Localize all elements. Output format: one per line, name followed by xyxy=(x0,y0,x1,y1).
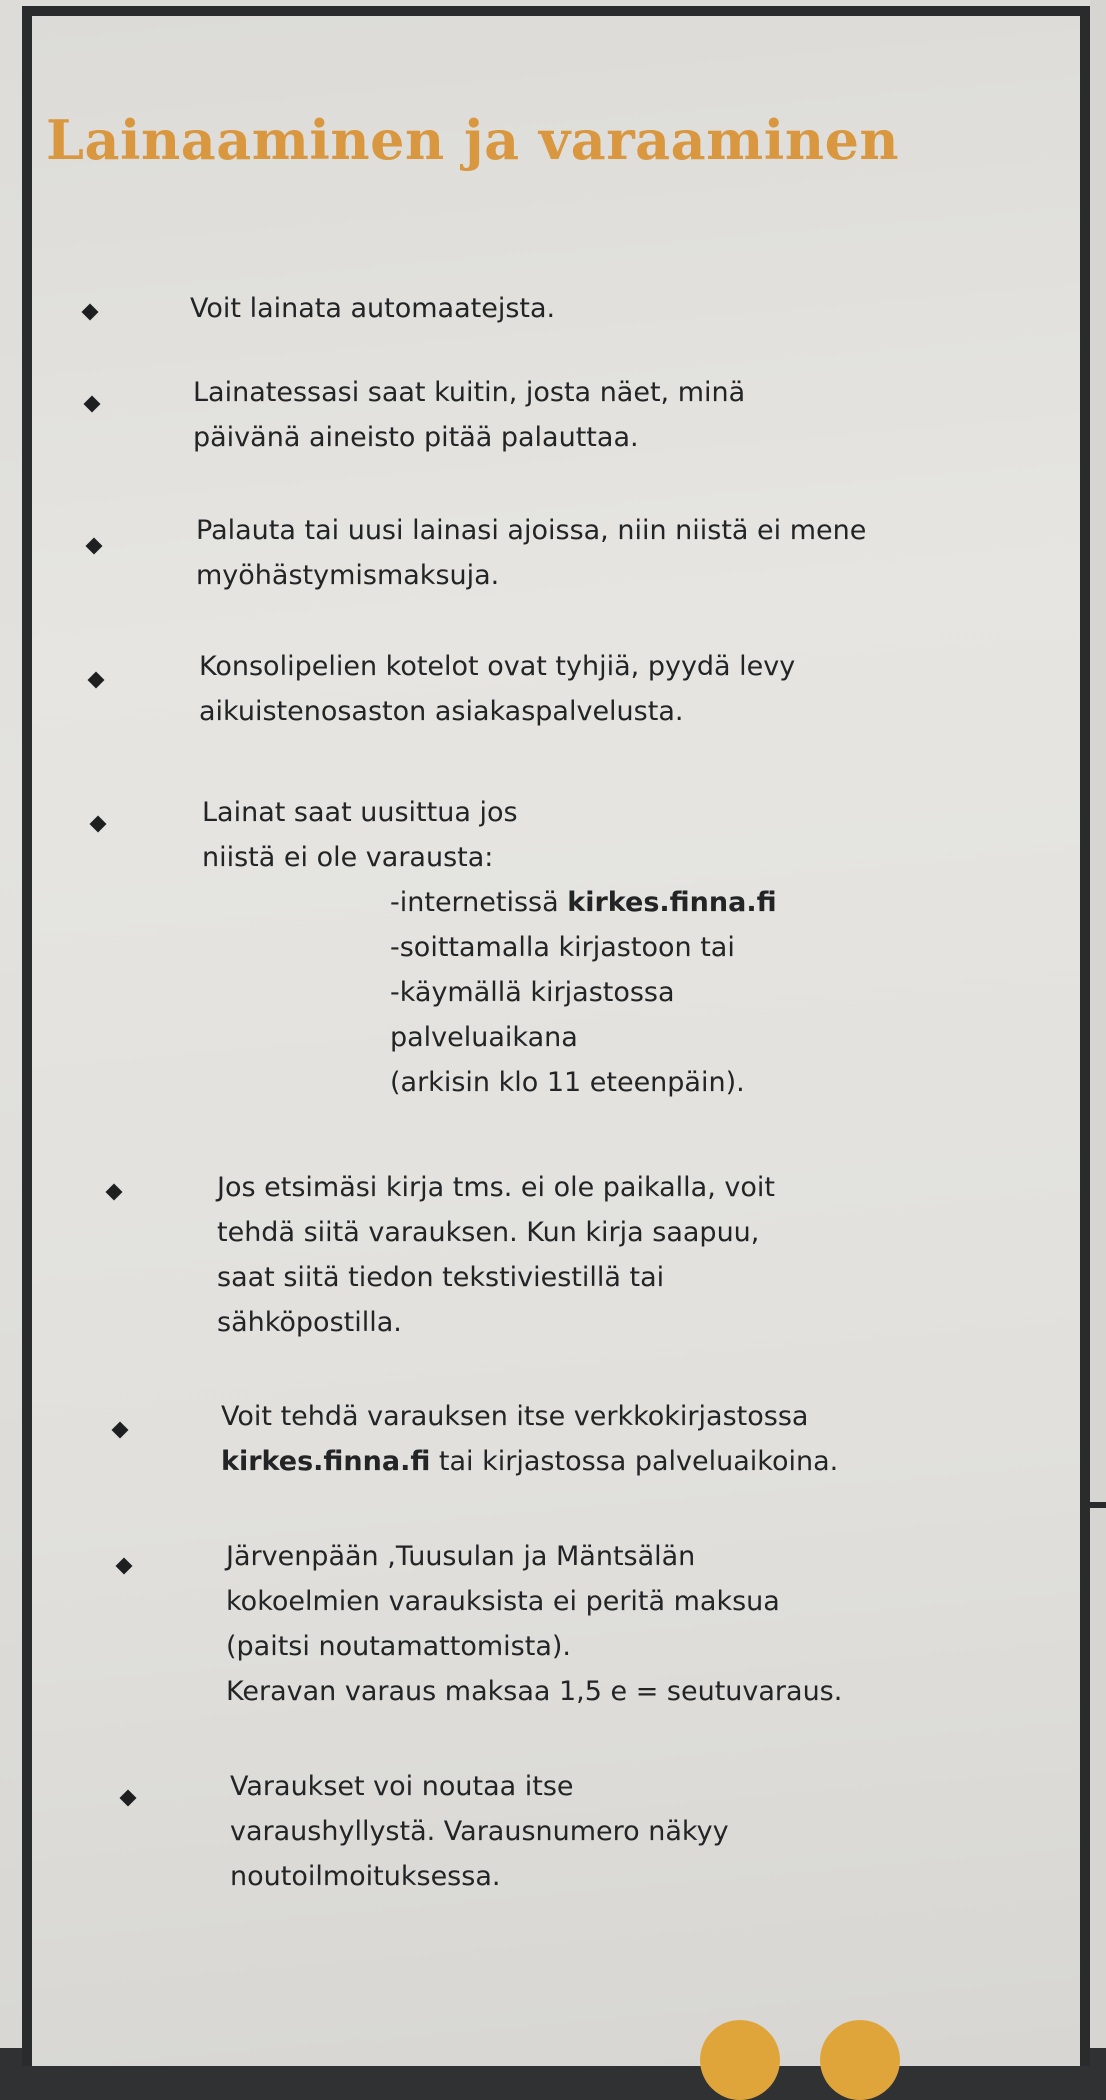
website-link-kirkes: kirkes.finna.fi xyxy=(221,1446,431,1477)
list-item-8-line-3: (paitsi noutamattomista). xyxy=(226,1631,571,1662)
renew-phone: -soittamalla kirjastoon tai xyxy=(390,932,735,963)
decorative-dot xyxy=(820,2020,900,2100)
list-item-7-line-2 xyxy=(221,1439,838,1484)
renew-visit: -käymällä kirjastossa xyxy=(390,977,675,1008)
renew-weekday-hours: (arkisin klo 11 eteenpäin). xyxy=(390,1067,745,1098)
list-item-5-line-2: niistä ei ole varausta: xyxy=(202,842,494,873)
renew-methods xyxy=(390,880,777,1105)
list-item-4-line-2: aikuistenosaston asiakaspalvelusta. xyxy=(199,696,684,727)
list-item-8-line-1: Järvenpään ,Tuusulan ja Mäntsälän xyxy=(226,1541,696,1572)
list-item-9-line-1: Varaukset voi noutaa itse xyxy=(230,1771,574,1802)
renew-internet xyxy=(390,880,777,925)
list-item-6-line-4: sähköpostilla. xyxy=(217,1307,402,1338)
list-item-7 xyxy=(221,1394,838,1484)
list-item-2-line-2: päivänä aineisto pitää palauttaa. xyxy=(193,422,639,453)
list-item-9-line-3: noutoilmoituksessa. xyxy=(230,1861,501,1892)
list-item-2-line-1: Lainatessasi saat kuitin, josta näet, minä xyxy=(193,377,746,408)
decorative-dot xyxy=(700,2020,780,2100)
list-item-4 xyxy=(199,644,795,734)
list-item-5-line-1: Lainat saat uusittua jos xyxy=(202,797,518,828)
wall-edge xyxy=(1090,0,1106,2048)
list-item-1-line-1: Voit lainata automaatejsta. xyxy=(190,293,556,324)
list-item-3 xyxy=(196,508,866,598)
wall-bar xyxy=(1090,1502,1106,1508)
list-item-6-line-1: Jos etsimäsi kirja tms. ei ole paikalla, voit xyxy=(217,1172,775,1203)
renew-service-hours: palveluaikana xyxy=(390,1022,578,1053)
list-item-1 xyxy=(190,286,555,331)
page-title: Lainaaminen ja varaaminen xyxy=(46,108,900,172)
list-item-7-line-1: Voit tehdä varauksen itse verkkokirjastossa xyxy=(221,1401,809,1432)
list-item-2 xyxy=(193,370,745,460)
list-item-5 xyxy=(202,790,518,880)
list-item-3-line-2: myöhästymismaksuja. xyxy=(196,560,500,591)
list-item-7-line-2-rest: tai kirjastossa palveluaikoina. xyxy=(430,1446,839,1477)
list-item-3-line-1: Palauta tai uusi lainasi ajoissa, niin niistä ei mene xyxy=(196,515,867,546)
list-item-8 xyxy=(226,1534,842,1714)
website-link-kirkes: kirkes.finna.fi xyxy=(567,887,777,918)
list-item-9 xyxy=(230,1764,729,1899)
list-item-4-line-1: Konsolipelien kotelot ovat tyhjiä, pyydä levy xyxy=(199,651,796,682)
renew-internet-prefix: -internetissä xyxy=(390,887,568,918)
list-item-9-line-2: varaushyllystä. Varausnumero näkyy xyxy=(230,1816,729,1847)
list-item-6 xyxy=(217,1165,775,1345)
list-item-6-line-3: saat siitä tiedon tekstiviestillä tai xyxy=(217,1262,665,1293)
list-item-8-line-2: kokoelmien varauksista ei peritä maksua xyxy=(226,1586,780,1617)
list-item-8-line-4: Keravan varaus maksaa 1,5 e = seutuvaraus. xyxy=(226,1676,843,1707)
list-item-6-line-2: tehdä siitä varauksen. Kun kirja saapuu, xyxy=(217,1217,760,1248)
